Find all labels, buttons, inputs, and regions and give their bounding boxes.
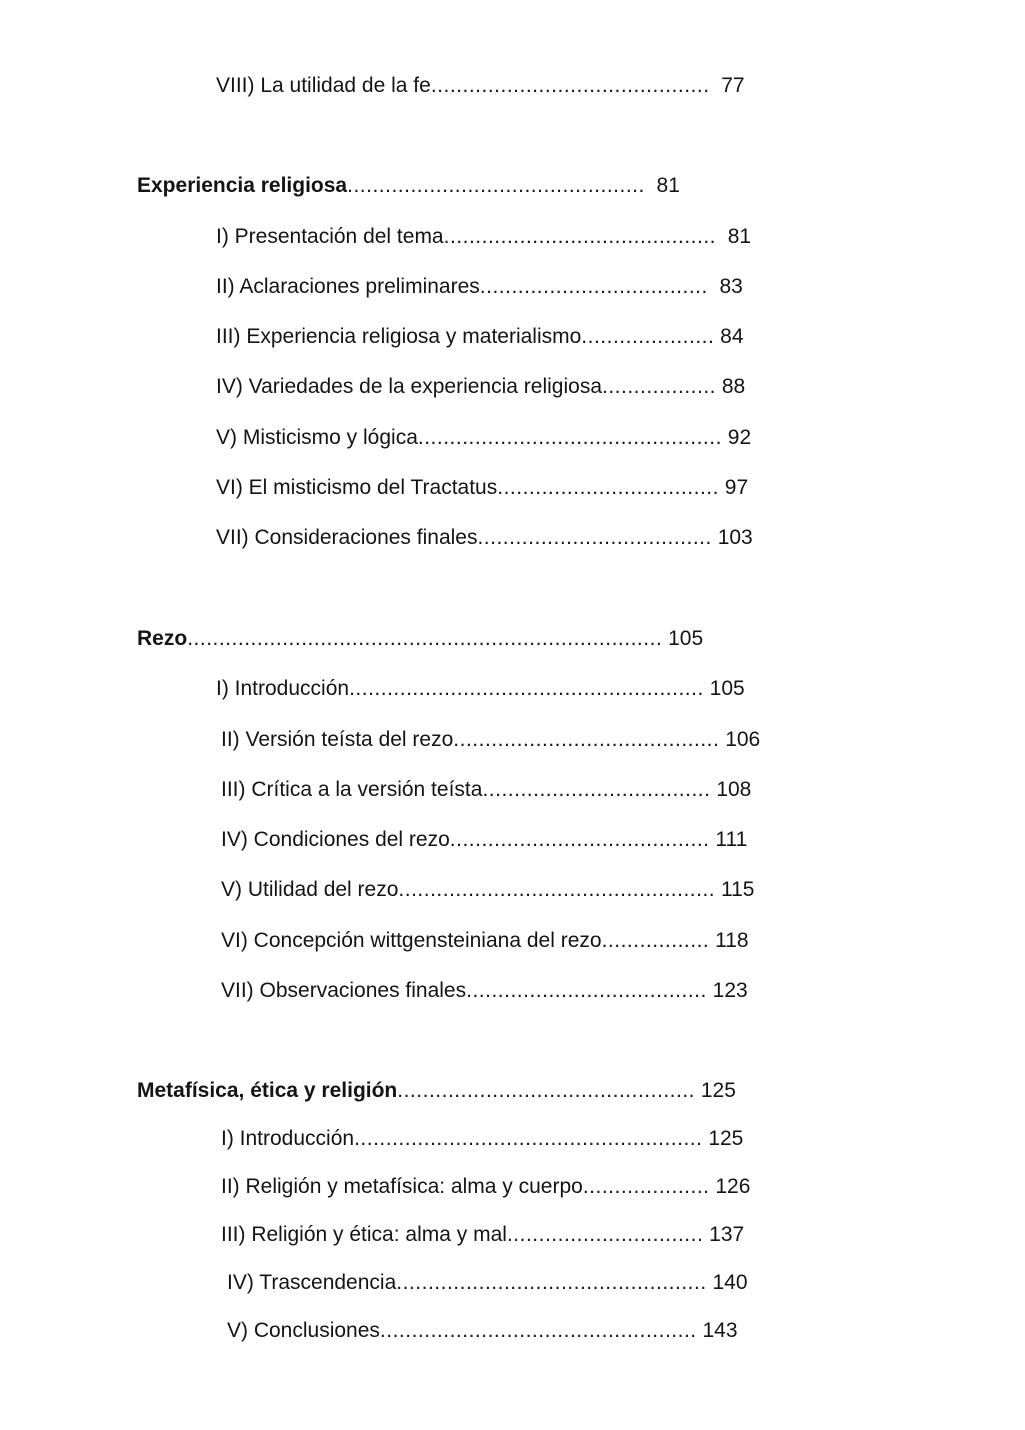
- toc-page-number: 84: [720, 325, 744, 348]
- toc-page-number: 111: [715, 828, 748, 851]
- toc-leader-dots: ...............................: [506, 1223, 704, 1246]
- toc-leader-dots: ......................................: [466, 979, 707, 1002]
- toc-entry-title: VI) Concepción wittgensteiniana del rezo: [221, 929, 602, 952]
- toc-page-number: 83: [719, 275, 743, 298]
- toc-entry-title: I) Introducción: [216, 677, 350, 700]
- toc-entry-section: [216, 224, 751, 250]
- toc-entry-title: I) Introducción: [221, 1127, 355, 1150]
- toc-entry-title: III) Crítica a la versión teísta: [221, 778, 483, 801]
- toc-page-number: 92: [727, 426, 752, 449]
- toc-leader-dots: .................: [601, 929, 710, 952]
- toc-entry-section: [227, 1270, 748, 1296]
- toc-entry-title: VII) Observaciones finales: [221, 979, 467, 1002]
- toc-page-number: 103: [717, 526, 753, 549]
- toc-leader-dots: ........................................................: [349, 677, 704, 700]
- toc-entry-title: I) Presentación del tema: [216, 225, 444, 248]
- toc-page-number: 123: [712, 979, 748, 1002]
- toc-leader-dots: ...........................................: [443, 225, 717, 248]
- toc-page-number: 77: [721, 74, 745, 97]
- toc-entry-title: Metafísica, ética y religión: [137, 1079, 398, 1102]
- toc-entry-section: [221, 777, 751, 803]
- toc-entry-section: [221, 727, 760, 753]
- toc-entry-section: [221, 1222, 744, 1248]
- toc-entry-chapter: [137, 173, 680, 199]
- toc-leader-dots: .........................................: [449, 828, 710, 851]
- toc-page-number: 105: [668, 627, 704, 650]
- toc-page-number: 81: [656, 174, 680, 197]
- toc-page-number: 126: [715, 1175, 751, 1198]
- toc-entry-section: [221, 928, 749, 954]
- toc-entry-section: [216, 324, 744, 350]
- toc-entry-chapter: [137, 1078, 736, 1104]
- toc-entry-section: [227, 1318, 738, 1344]
- toc-entry-title: IV) Trascendencia: [227, 1271, 397, 1294]
- toc-entry-section: [216, 425, 751, 451]
- toc-page-number: 108: [716, 778, 752, 801]
- toc-leader-dots: ....................: [582, 1175, 710, 1198]
- toc-leader-dots: ..................................................: [379, 1319, 697, 1342]
- toc-entry-title: IV) Condiciones del rezo: [221, 828, 450, 851]
- toc-leader-dots: ...................................: [497, 476, 719, 499]
- toc-entry-section: [221, 827, 747, 853]
- toc-entry-section: [221, 877, 754, 903]
- toc-entry-title: Experiencia religiosa: [137, 174, 348, 197]
- toc-entry-title: V) Misticismo y lógica: [216, 426, 418, 449]
- toc-page-number: 88: [721, 375, 746, 398]
- toc-entry-title: VIII) La utilidad de la fe: [216, 74, 431, 97]
- toc-page-number: 137: [709, 1223, 745, 1246]
- toc-leader-dots: .................................................: [396, 1271, 707, 1294]
- toc-page-number: 118: [715, 929, 749, 952]
- toc-page-number: 125: [708, 1127, 744, 1150]
- toc-leader-dots: ..........................................: [453, 728, 720, 751]
- toc-leader-dots: ...............................................: [347, 174, 645, 197]
- toc-page-number: 97: [724, 476, 749, 499]
- toc-entry-title: III) Religión y ética: alma y mal: [221, 1223, 507, 1246]
- toc-leader-dots: .....................: [581, 325, 715, 348]
- toc-entry-section: [221, 1126, 743, 1152]
- toc-leader-dots: ...............................................: [397, 1079, 695, 1102]
- toc-page-number: 106: [725, 728, 761, 751]
- toc-leader-dots: ..................................................: [398, 878, 716, 901]
- toc-leader-dots: ..................: [602, 375, 717, 398]
- toc-entry-section: [216, 274, 743, 300]
- toc-entry-section: [216, 475, 748, 501]
- toc-leader-dots: ....................................: [482, 778, 711, 801]
- toc-entry-title: II) Versión teísta del rezo: [221, 728, 454, 751]
- toc-entry-title: V) Utilidad del rezo: [221, 878, 399, 901]
- toc-leader-dots: .......................................................: [354, 1127, 703, 1150]
- toc-entry-title: II) Religión y metafísica: alma y cuerpo: [221, 1175, 583, 1198]
- toc-leader-dots: ....................................: [479, 275, 708, 298]
- toc-entry-section: [221, 1174, 750, 1200]
- toc-entry-title: Rezo: [137, 627, 188, 650]
- toc-page-number: 105: [709, 677, 745, 700]
- toc-leader-dots: ................................................: [417, 426, 722, 449]
- toc-entry-section: [221, 978, 748, 1004]
- toc-entry-title: II) Aclaraciones preliminares: [216, 275, 480, 298]
- toc-entry-section: [216, 676, 745, 702]
- toc-entry-title: IV) Variedades de la experiencia religiosa: [216, 375, 602, 398]
- toc-entry-section: [216, 525, 753, 551]
- toc-entry-section: [216, 374, 745, 400]
- toc-entry-title: VII) Consideraciones finales: [216, 526, 478, 549]
- toc-entry-title: V) Conclusiones: [227, 1319, 380, 1342]
- toc-entry-chapter: [137, 626, 703, 652]
- toc-entry-title: III) Experiencia religiosa y materialismo: [216, 325, 582, 348]
- toc-leader-dots: .....................................: [477, 526, 712, 549]
- toc-leader-dots: ............................................: [430, 74, 710, 97]
- toc-page-number: 143: [702, 1319, 738, 1342]
- toc-page-number: 115: [721, 878, 755, 901]
- toc-leader-dots: ...........................................................................: [187, 627, 663, 650]
- toc-entry-title: VI) El misticismo del Tractatus: [216, 476, 498, 499]
- toc-page-number: 140: [712, 1271, 748, 1294]
- toc-page-number: 81: [727, 225, 752, 248]
- toc-page-number: 125: [700, 1079, 736, 1102]
- toc-entry-section: [216, 73, 745, 99]
